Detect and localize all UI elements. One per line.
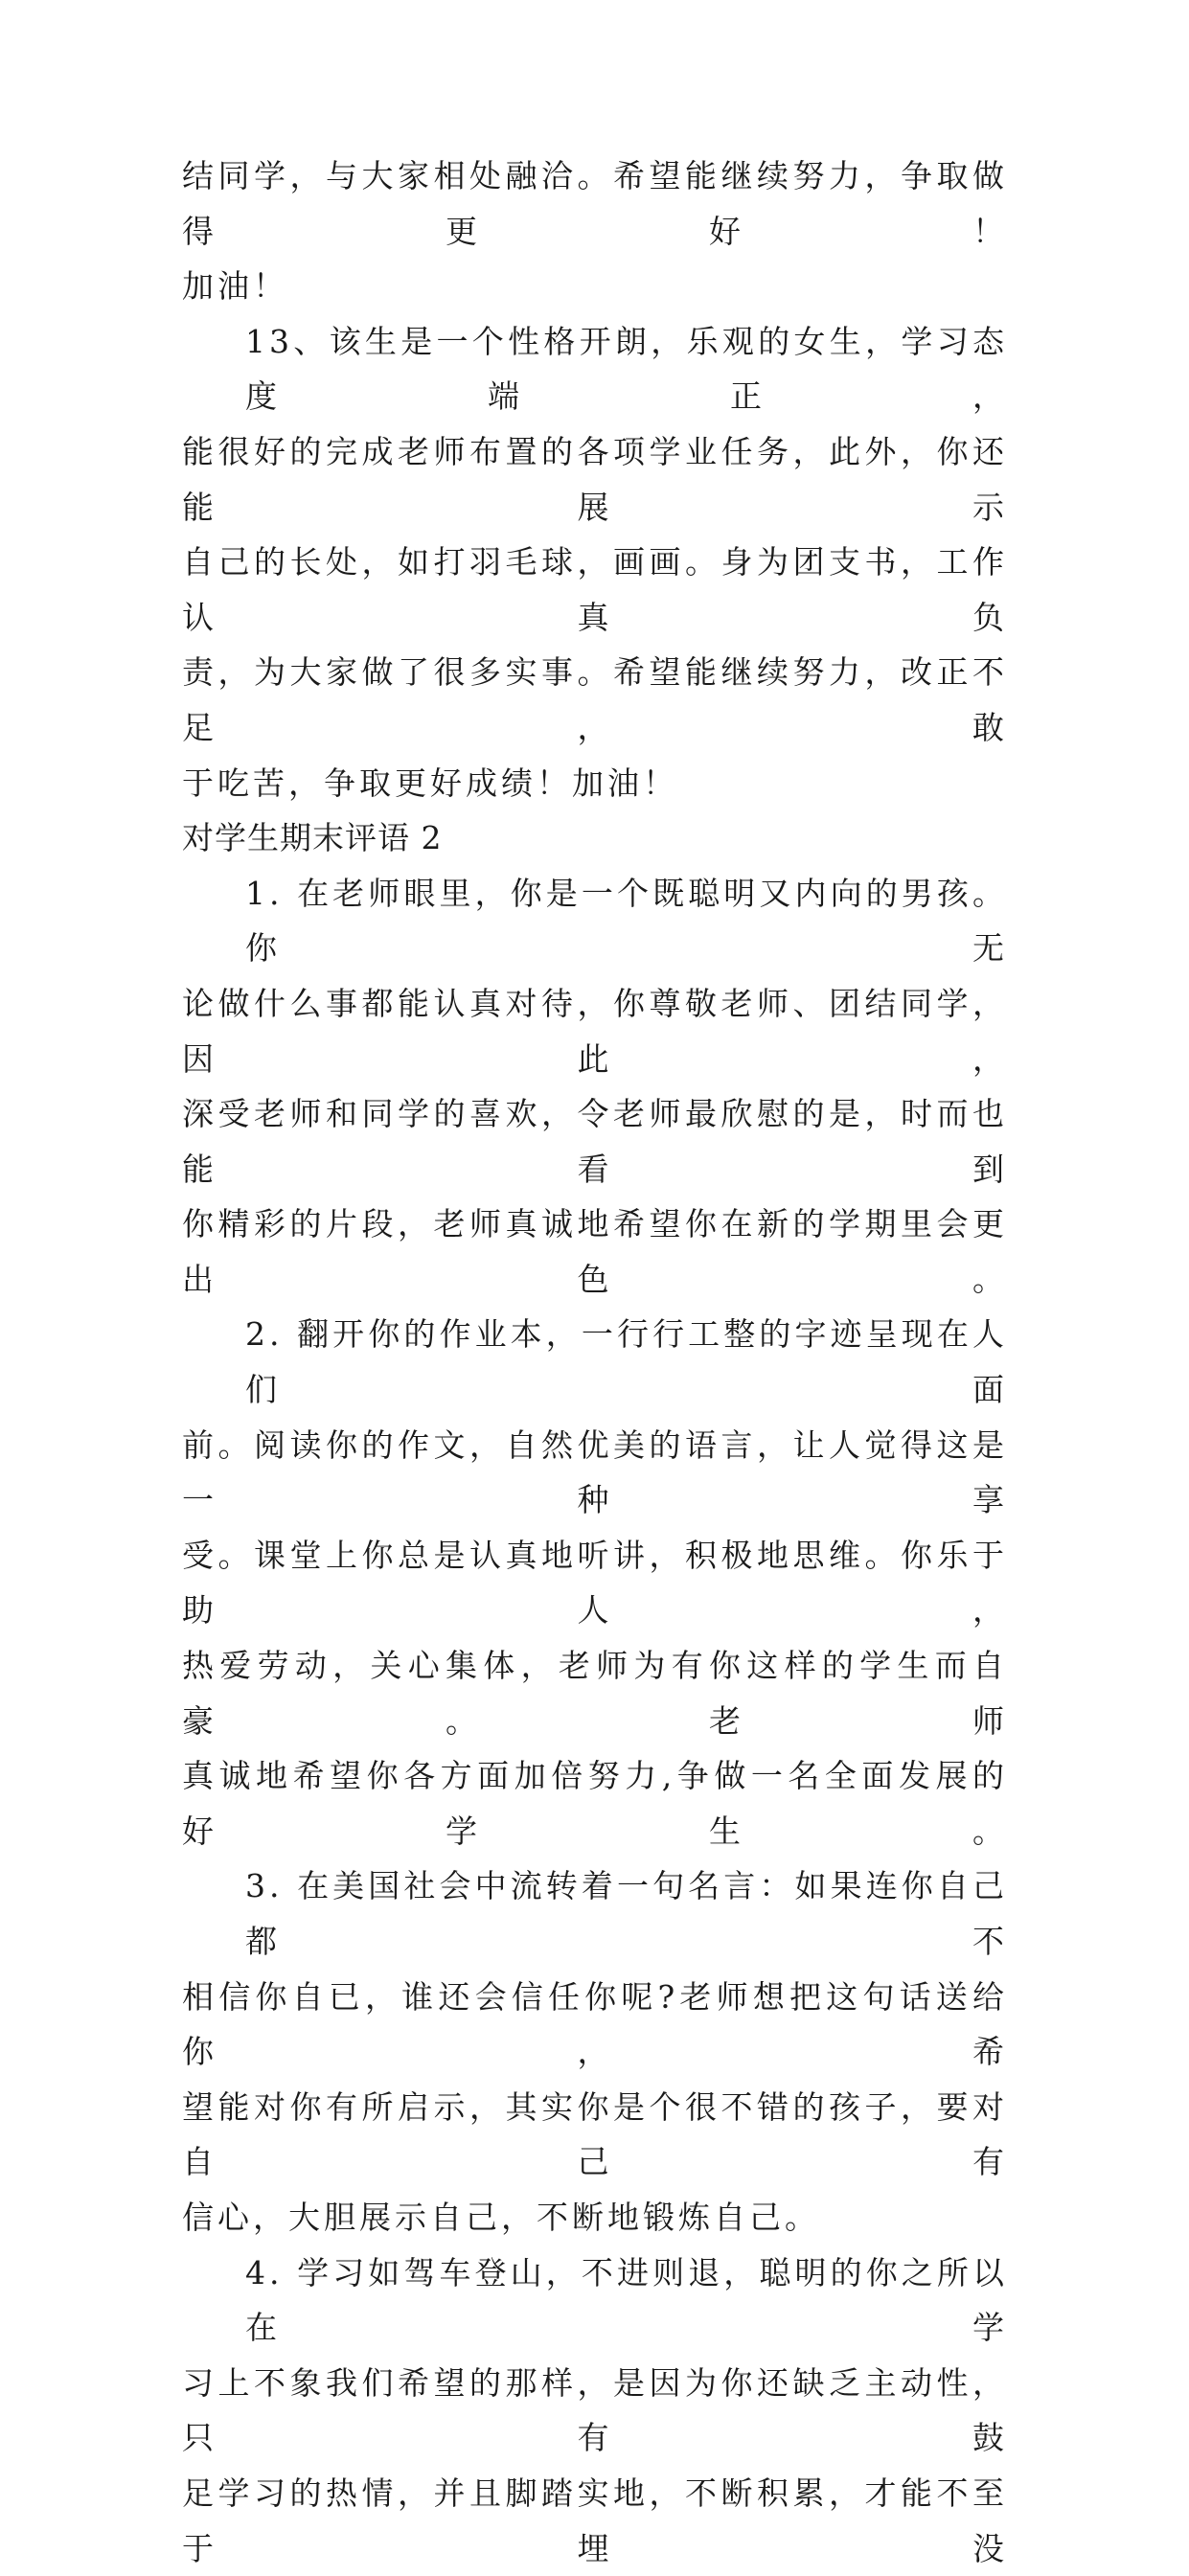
section-heading: 对学生期末评语 2 — [182, 819, 443, 857]
text-line: 1. 在老师眼里，你是一个既聪明又内向的男孩。你无 — [245, 874, 1008, 968]
text-line: 13、该生是一个性格开朗，乐观的女生，学习态度端正， — [245, 322, 1008, 416]
text-line: 自己的长处，如打羽毛球，画画。身为团支书，工作认真负 — [182, 543, 1008, 636]
text-line: 2. 翻开你的作业本，一行行工整的字迹呈现在人们面 — [245, 1315, 1008, 1409]
text-line: 结同学，与大家相处融洽。希望能继续努力，争取做得更好！ — [182, 157, 1008, 250]
text-line: 真诚地希望你各方面加倍努力,争做一名全面发展的好学生。 — [182, 1757, 1008, 1850]
comment-item-3 — [182, 1858, 1008, 2245]
text-line: 前。阅读你的作文，自然优美的语言，让人觉得这是一种享 — [182, 1425, 1008, 1519]
text-line: 3. 在美国社会中流转着一句名言：如果连你自己都不 — [245, 1867, 1008, 1960]
text-line: 足学习的热情，并且脚踏实地，不断积累，才能不至于埋没 — [182, 2473, 1008, 2567]
text-line: 望能对你有所启示，其实你是个很不错的孩子，要对自己有 — [182, 2087, 1008, 2181]
text-line: 信心，大胆展示自己，不断地锻炼自己。 — [182, 2198, 820, 2236]
text-line: 热爱劳动，关心集体，老师为有你这样的学生而自豪。老师 — [182, 1647, 1008, 1740]
text-line: 你精彩的片段，老师真诚地希望你在新的学期里会更出色。 — [182, 1205, 1008, 1298]
paragraph-13 — [182, 314, 1008, 810]
text-line: 加油！ — [182, 267, 288, 306]
text-line: 能很好的完成老师布置的各项学业任务，此外，你还能展示 — [182, 432, 1008, 526]
text-line: 论做什么事都能认真对待，你尊敬老师、团结同学，因此， — [182, 984, 1008, 1078]
text-line: 责，为大家做了很多实事。希望能继续努力，改正不足，敢 — [182, 653, 1008, 746]
paragraph-12-tail — [182, 148, 1008, 314]
document-body — [182, 148, 1008, 2576]
text-line: 相信你自已，谁还会信任你呢?老师想把这句话送给你，希 — [182, 1977, 1008, 2071]
comment-item-4 — [182, 2245, 1008, 2576]
text-line: 于吃苦，争取更好成绩！加油！ — [182, 764, 678, 802]
text-line: 4. 学习如驾车登山，不进则退，聪明的你之所以在学 — [245, 2253, 1008, 2347]
comment-item-2 — [182, 1307, 1008, 1858]
text-line: 深受老师和同学的喜欢，令老师最欣慰的是，时而也能看到 — [182, 1095, 1008, 1188]
text-line: 习上不象我们希望的那样，是因为你还缺乏主动性，只有鼓 — [182, 2363, 1008, 2457]
comment-item-1 — [182, 866, 1008, 1308]
text-line: 受。课堂上你总是认真地听讲，积极地思维。你乐于助人， — [182, 1536, 1008, 1630]
